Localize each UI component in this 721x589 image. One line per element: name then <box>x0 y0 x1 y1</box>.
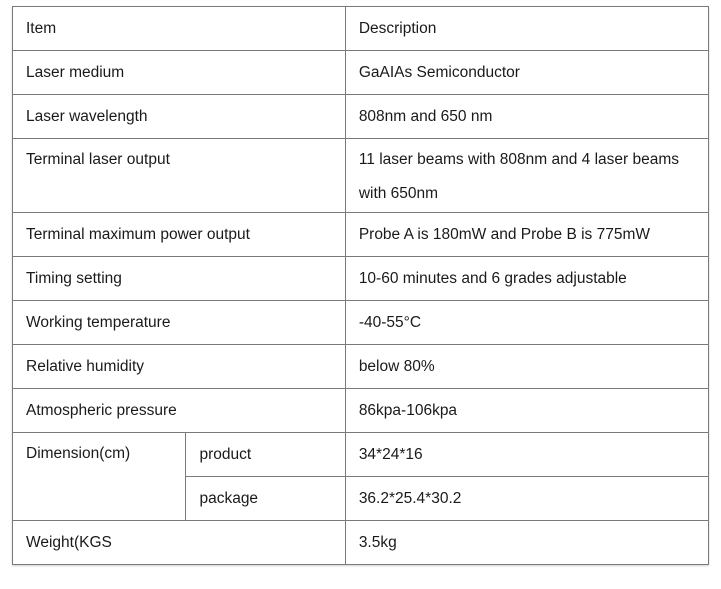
row-item: Terminal maximum power output <box>13 213 346 257</box>
row-description: 11 laser beams with 808nm and 4 laser beams with 650nm <box>345 139 708 213</box>
table-row <box>13 95 709 139</box>
row-item: Relative humidity <box>13 345 346 389</box>
row-item: Terminal laser output <box>13 139 346 213</box>
row-description: 10-60 minutes and 6 grades adjustable <box>345 257 708 301</box>
weight-description: 3.5kg <box>345 521 708 565</box>
table-row <box>13 389 709 433</box>
row-description: Probe A is 180mW and Probe B is 775mW <box>345 213 708 257</box>
header-description: Description <box>345 7 708 51</box>
row-item: Atmospheric pressure <box>13 389 346 433</box>
table-row <box>13 257 709 301</box>
row-item: Working temperature <box>13 301 346 345</box>
row-description: 86kpa-106kpa <box>345 389 708 433</box>
dimension-product-value: 34*24*16 <box>345 433 708 477</box>
table-row <box>13 345 709 389</box>
table-header-row <box>13 7 709 51</box>
row-description: -40-55°C <box>345 301 708 345</box>
table-row <box>13 213 709 257</box>
dimension-package-value: 36.2*25.4*30.2 <box>345 477 708 521</box>
table-row <box>13 301 709 345</box>
row-description: GaAIAs Semiconductor <box>345 51 708 95</box>
dimension-package-label: package <box>186 477 345 521</box>
header-item: Item <box>13 7 346 51</box>
table-row <box>13 51 709 95</box>
row-description: 808nm and 650 nm <box>345 95 708 139</box>
row-item: Laser medium <box>13 51 346 95</box>
dimension-product-label: product <box>186 433 345 477</box>
weight-item: Weight(KGS <box>13 521 346 565</box>
row-item: Laser wavelength <box>13 95 346 139</box>
table-row <box>13 521 709 565</box>
dimension-item: Dimension(cm) <box>13 433 186 521</box>
spec-table <box>12 6 709 565</box>
table-row <box>13 139 709 213</box>
row-item: Timing setting <box>13 257 346 301</box>
row-description: below 80% <box>345 345 708 389</box>
table-row-dimension-product <box>13 433 709 477</box>
